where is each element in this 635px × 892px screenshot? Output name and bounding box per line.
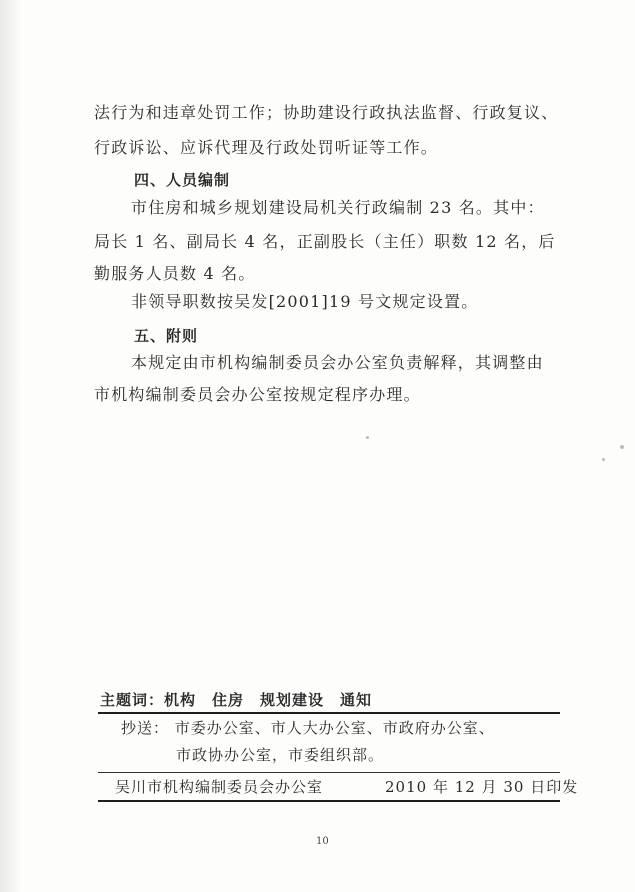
cc-label: 抄送： [121,719,170,737]
body-line-7: 本规定由市机构编制委员会办公室负责解释，其调整由 [131,353,544,372]
body-line-3: 市住房和城乡规划建设局机关行政编制 23 名。其中： [131,198,545,217]
cc-rule [98,772,560,773]
scan-speck [620,445,624,449]
body-line-6: 非领导职数按吴发[2001]19 号文规定设置。 [131,292,479,311]
body-line-8: 市机构编制委员会办公室按规定程序办理。 [94,385,421,404]
cc-recipients-1: 市委办公室、市人大办公室、市政府办公室、 [174,719,495,737]
subject-rule [98,712,560,714]
issuer: 吴川市机构编制委员会办公室 [115,778,324,796]
page-number: 10 [316,836,329,847]
body-line-4: 局长 1 名、副局长 4 名，正副股长（主任）职数 12 名，后 [94,232,556,251]
subject-keywords: 机构 住房 规划建设 通知 [164,691,373,709]
scan-speck [366,436,369,439]
issue-date: 2010 年 12 月 30 日印发 [385,778,579,796]
scan-edge-shadow [0,0,22,892]
issuer-rule [98,800,560,802]
section-heading-staffing: 四、人员编制 [134,171,231,189]
subject-label: 主题词： [100,691,165,709]
section-heading-appendix: 五、附则 [134,327,199,345]
body-line-2: 行政诉讼、应诉代理及行政处罚听证等工作。 [94,138,439,157]
cc-line-1 [121,718,495,738]
subject-line [100,690,372,710]
scan-speck [602,458,605,461]
body-line-1: 法行为和违章处罚工作；协助建设行政执法监督、行政复议、 [94,103,559,122]
cc-recipients-2: 市政协办公室，市委组织部。 [176,746,385,764]
body-line-5: 勤服务人员数 4 名。 [94,264,256,283]
